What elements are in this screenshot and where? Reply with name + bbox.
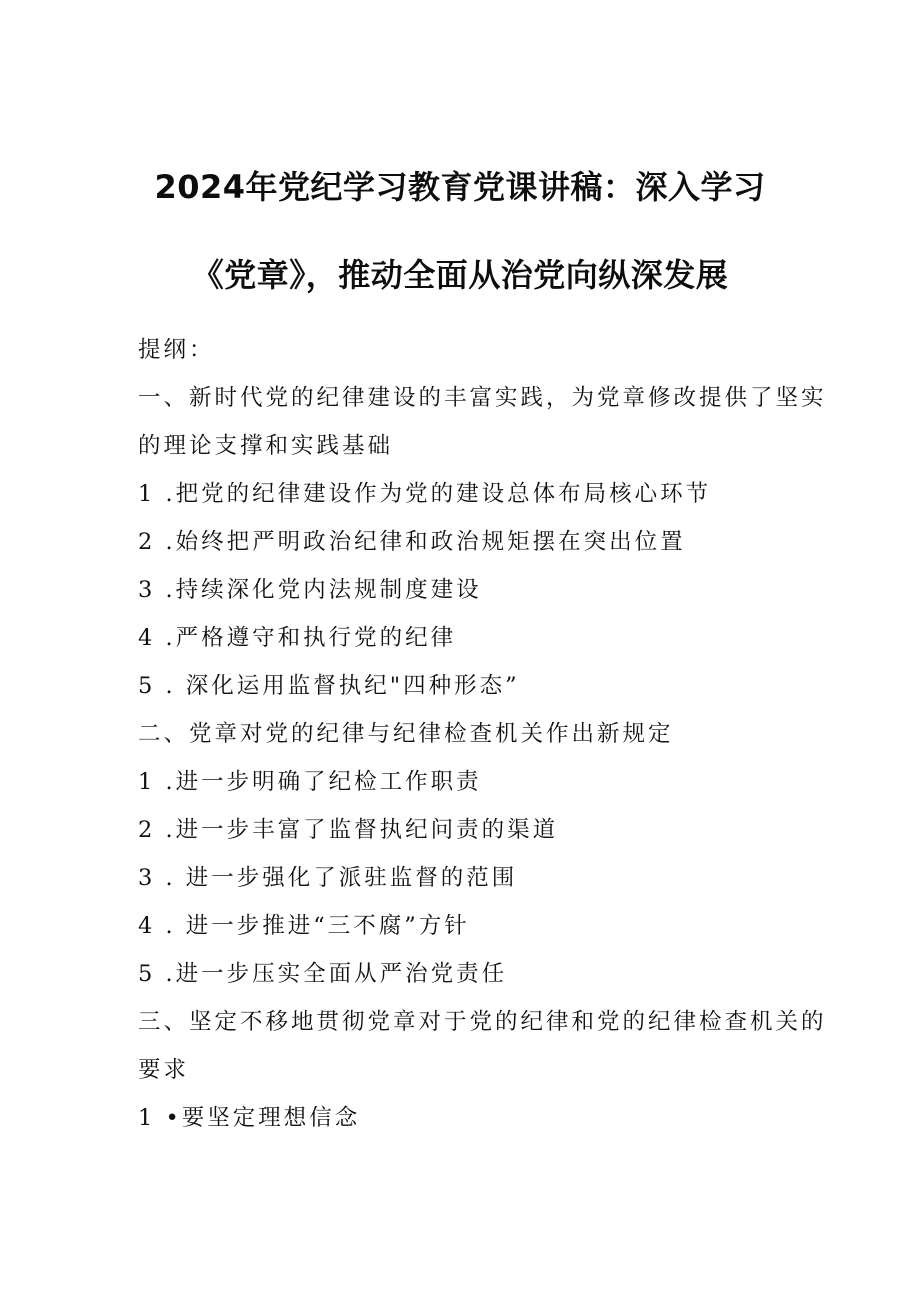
document-title-line-1: 2024年党纪学习教育党课讲稿：深入学习 bbox=[154, 168, 766, 206]
outline-item: 4 .严格遵守和执行党的纪律 bbox=[138, 625, 457, 651]
outline-item: 2 .进一步丰富了监督执纪问责的渠道 bbox=[138, 817, 559, 843]
outline-item: 3 . 进一步强化了派驻监督的范围 bbox=[138, 865, 518, 891]
outline-item: 4 . 进一步推进“三不腐”方针 bbox=[138, 913, 470, 939]
outline-section-1-heading-cont: 的理论支撑和实践基础 bbox=[138, 433, 394, 459]
outline-section-1-heading: 一、新时代党的纪律建设的丰富实践，为党章修改提供了坚实 bbox=[138, 385, 827, 411]
outline-item: 5 .进一步压实全面从严治党责任 bbox=[138, 961, 508, 987]
outline-label: 提纲： bbox=[138, 337, 215, 363]
outline-section-3-heading-cont: 要求 bbox=[138, 1057, 190, 1083]
document-title-line-2: 《党章》，推动全面从治党向纵深发展 bbox=[191, 256, 729, 294]
outline-item: 1 •要坚定理想信念 bbox=[138, 1105, 361, 1131]
outline-item: 2 .始终把严明政治纪律和政治规矩摆在突出位置 bbox=[138, 529, 686, 555]
outline-item: 5 . 深化运用监督执纪"四种形态” bbox=[138, 673, 520, 699]
outline-item: 1 .进一步明确了纪检工作职责 bbox=[138, 769, 482, 795]
outline-section-3-heading: 三、坚定不移地贯彻党章对于党的纪律和党的纪律检查机关的 bbox=[138, 1009, 827, 1035]
outline-section-2-heading: 二、党章对党的纪律与纪律检查机关作出新规定 bbox=[138, 721, 674, 747]
outline-item: 1 .把党的纪律建设作为党的建设总体布局核心环节 bbox=[138, 481, 712, 507]
outline-item: 3 .持续深化党内法规制度建设 bbox=[138, 577, 482, 603]
